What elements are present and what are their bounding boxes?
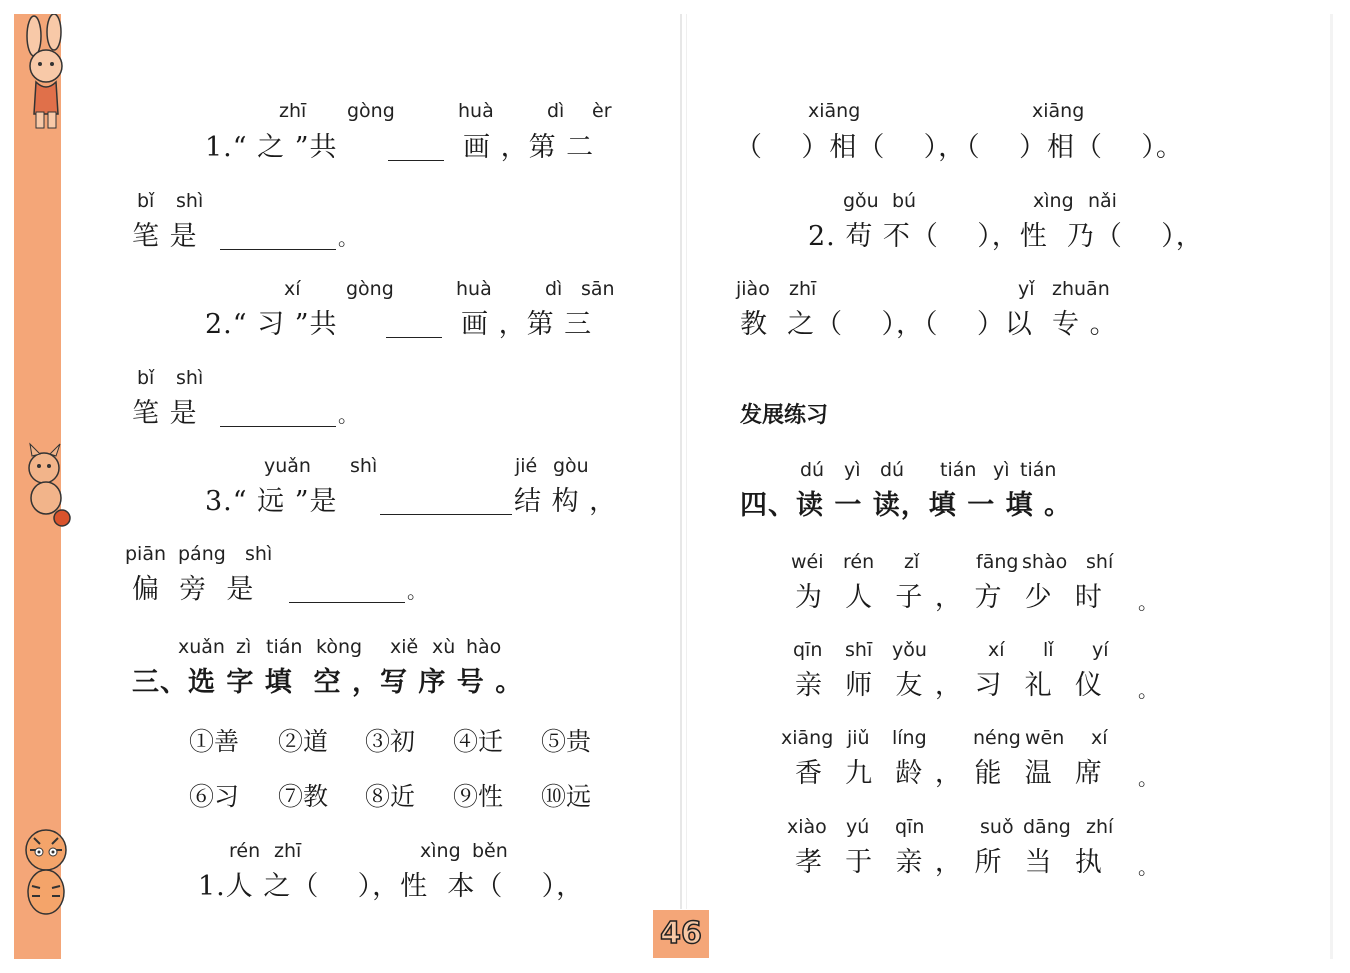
question-text: 偏 旁 是 [132,574,255,605]
option-7: ⑦教 [278,782,329,811]
page-edge [1330,14,1333,959]
pinyin: bǐ [137,367,155,389]
book-spine [680,14,682,909]
poem-line: 为 人 子 ， 方 少 时 [795,582,1115,613]
pinyin: páng [178,543,226,565]
pinyin: xìng [1033,190,1074,212]
pinyin: zhuān [1052,278,1110,300]
answer-blank[interactable] [380,514,512,515]
poem-line: 孝 于 亲 ， 所 当 执 [795,847,1115,878]
pinyin: gòng [347,100,395,122]
pinyin: xiě [390,636,419,658]
pinyin: zhī [789,278,817,300]
pinyin: líng [892,727,927,749]
pinyin: bǐ [137,190,155,212]
pinyin: shào [1022,551,1068,573]
pinyin: hào [466,636,502,658]
pinyin: tián [266,636,303,658]
pinyin: wéi [791,551,824,573]
pinyin: kòng [316,636,363,658]
pinyin: xiāng [1032,100,1085,122]
question-text: 结 构 ， [514,486,618,517]
pinyin: nǎi [1088,190,1117,212]
pinyin: yú [846,816,870,838]
pinyin: tián [940,459,977,481]
pinyin: shì [350,455,378,477]
pinyin: jiǔ [847,727,870,749]
question-text: 笔 是 [132,221,198,252]
pinyin: lǐ [1043,639,1054,661]
pinyin: xuǎn [178,636,225,658]
option-3: ③初 [365,727,416,756]
pinyin: èr [592,100,612,122]
question-text: 画 ，第 二 [463,132,595,163]
option-8: ⑧近 [365,782,416,811]
period: 。 [1138,766,1159,790]
period: 。 [1138,590,1159,614]
option-5: ⑤贵 [541,727,592,756]
option-10: ⑩远 [541,782,592,811]
pinyin: qīn [895,816,925,838]
section-title: 发展练习 [740,402,829,428]
tiger-mascot-icon [16,810,76,930]
pinyin: xí [988,639,1005,661]
period: 。 [1138,855,1159,879]
pinyin: shì [176,367,204,389]
section-heading: 三、选 字 填 空 ，写 序 号 。 [132,667,524,698]
book-spine-line [686,14,687,909]
pinyin: jiào [736,278,770,300]
pinyin: shì [176,190,204,212]
pinyin: zhí [1086,816,1114,838]
pinyin: yì [844,459,861,481]
question-text: 画 ，第 三 [461,309,593,340]
pinyin: gǒu [843,190,879,212]
pinyin: gòng [346,278,394,300]
question-text: 1.人 之（ ），性 本（ ）， [198,871,585,902]
pinyin: xù [432,636,456,658]
question-text: 笔 是 [132,398,198,429]
pinyin: qīn [793,639,823,661]
pinyin: tián [1020,459,1057,481]
answer-blank[interactable] [386,337,442,338]
pinyin: gòu [553,455,589,477]
answer-blank[interactable] [220,426,336,427]
pinyin: sān [581,278,615,300]
pinyin: néng [973,727,1021,749]
option-2: ②道 [278,727,329,756]
pinyin: bú [892,190,917,212]
answer-blank[interactable] [388,160,444,161]
pinyin: yuǎn [264,455,311,477]
pinyin: xí [284,278,301,300]
pinyin: zhī [274,840,302,862]
period: 。 [338,226,359,250]
question-text: 1.“ 之 ”共 [205,132,338,163]
pinyin: yì [993,459,1010,481]
pinyin: dú [880,459,905,481]
pinyin: rén [229,840,261,862]
pinyin: dāng [1023,816,1071,838]
option-4: ④迁 [453,727,504,756]
answer-blank[interactable] [220,249,336,250]
section-heading: 四、读 一 读，填 一 填 。 [740,490,1072,521]
question-text: 2.“ 习 ”共 [205,309,338,340]
pinyin: piān [125,543,167,565]
pinyin: suǒ [980,816,1014,838]
rabbit-mascot-icon [16,14,76,134]
pinyin: běn [472,840,508,862]
page-number: 46 [660,916,702,951]
option-6: ⑥习 [189,782,240,811]
period: 。 [407,579,428,603]
pinyin: shí [1086,551,1114,573]
pinyin: xìng [420,840,461,862]
poem-line: 亲 师 友 ， 习 礼 仪 [795,670,1115,701]
period: 。 [1138,678,1159,702]
question-text: 教 之（ ），（ ）以 专 。 [740,309,1118,340]
pinyin: fāng [976,551,1019,573]
pinyin: dú [800,459,825,481]
pinyin: shì [245,543,273,565]
pinyin: yǒu [892,639,927,661]
pinyin: zǐ [904,551,920,573]
pinyin: xí [1091,727,1108,749]
option-9: ⑨性 [453,782,504,811]
pinyin: dì [545,278,563,300]
pinyin: jié [515,455,538,477]
pinyin: huà [458,100,494,122]
question-text: （ ）相（ ），（ ）相（ ）。 [735,132,1184,163]
pinyin: yí [1092,639,1109,661]
question-text: 3.“ 远 ”是 [205,486,338,517]
pinyin: shī [845,639,873,661]
poem-line: 香 九 龄 ， 能 温 席 [795,758,1115,789]
pinyin: wēn [1025,727,1065,749]
pinyin: zhī [279,100,307,122]
pinyin: dì [547,100,565,122]
option-1: ①善 [189,727,240,756]
pinyin: xiāng [781,727,834,749]
answer-blank[interactable] [289,602,405,603]
page-number-badge [653,910,709,958]
pinyin: xiào [787,816,827,838]
pinyin: huà [456,278,492,300]
cat-mascot-icon [16,440,76,560]
question-text: 2. 苟 不（ ），性 乃（ ）， [808,221,1204,252]
pinyin: yǐ [1018,278,1035,300]
pinyin: zì [236,636,252,658]
period: 。 [338,403,359,427]
pinyin: rén [843,551,875,573]
pinyin: xiāng [808,100,861,122]
